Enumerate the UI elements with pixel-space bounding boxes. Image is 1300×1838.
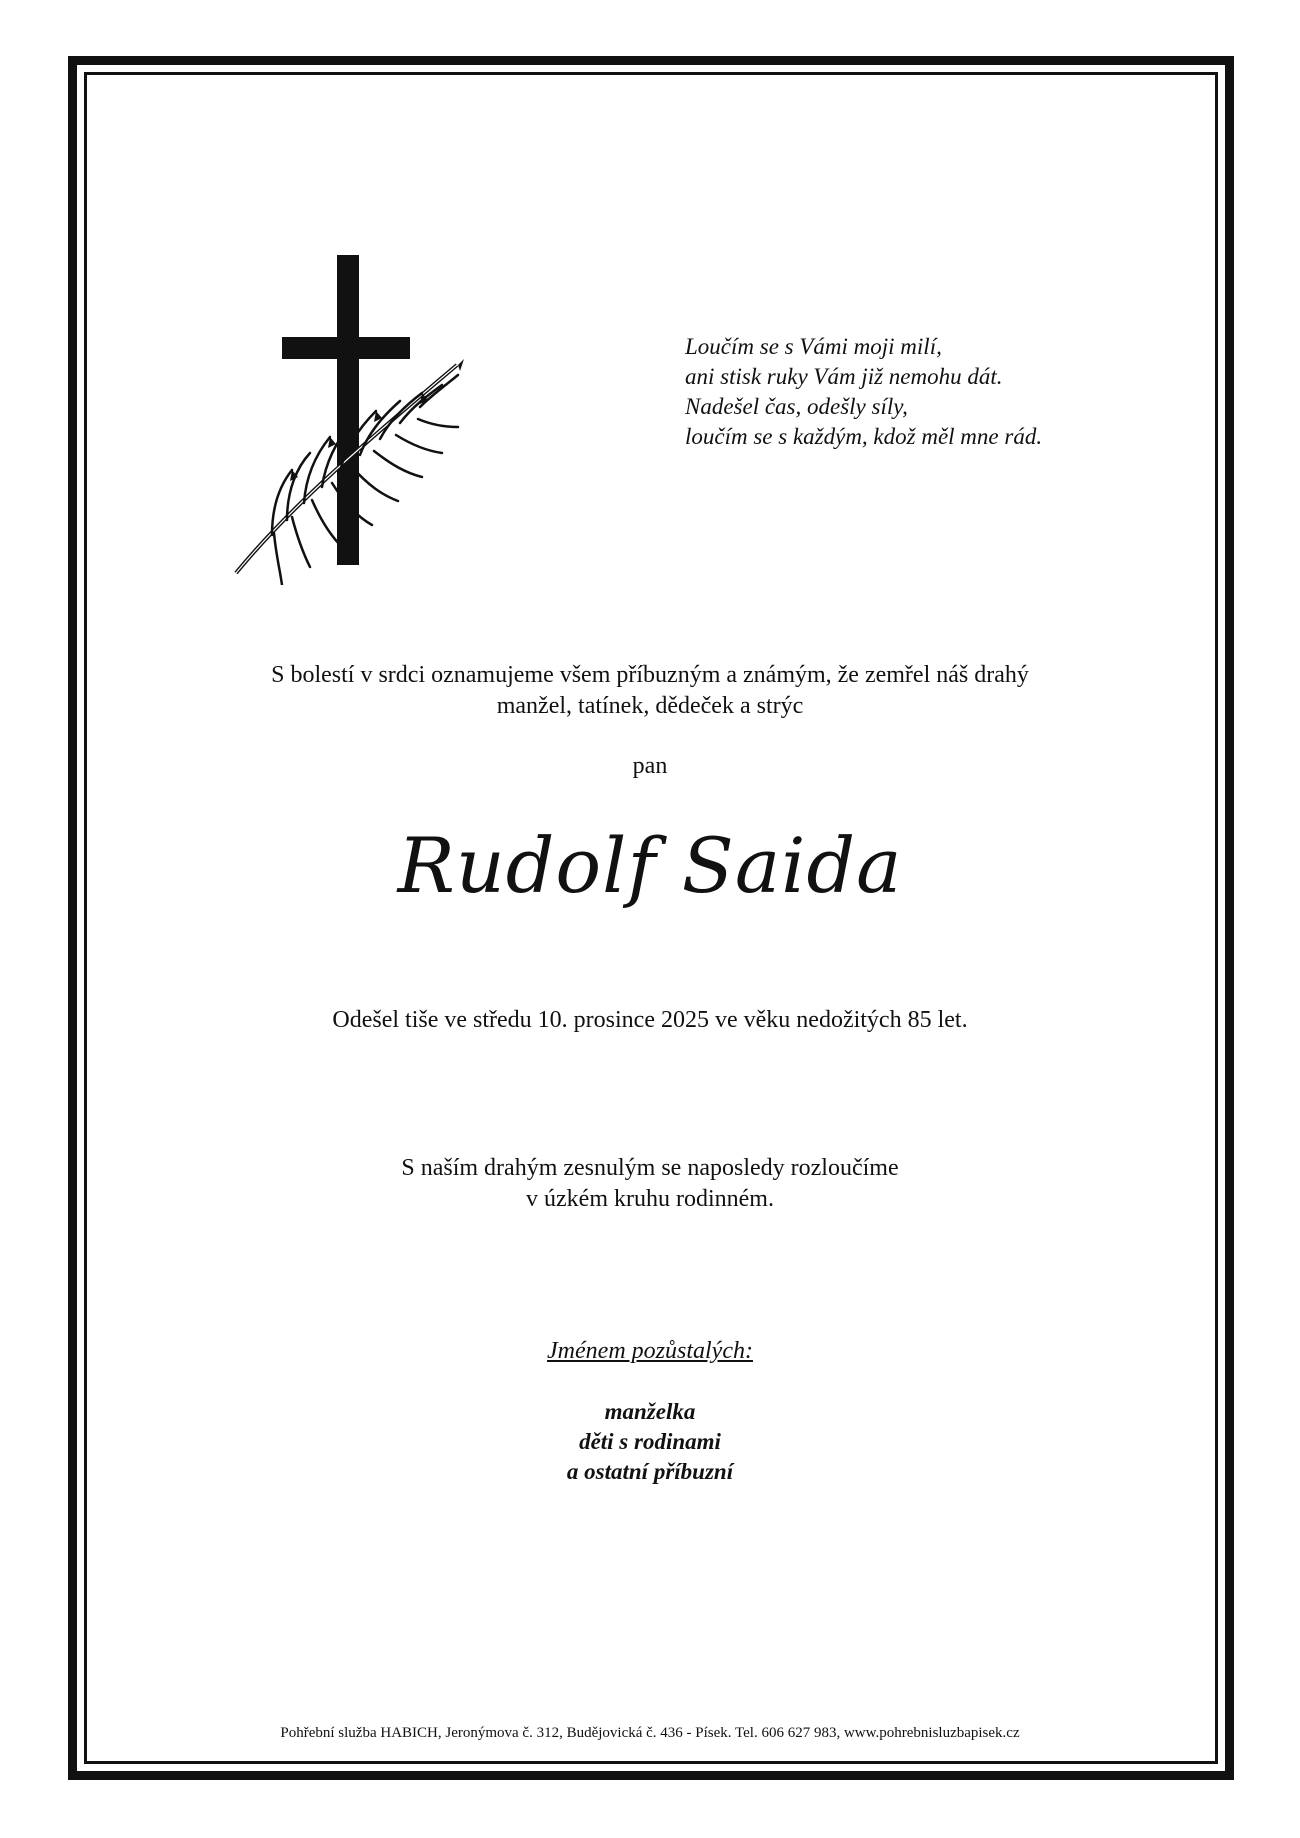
- farewell-line: S naším drahým zesnulým se naposledy rozloučíme: [401, 1155, 899, 1181]
- farewell-notice: [140, 1153, 1160, 1215]
- announcement-line: manžel, tatínek, dědeček a strýc: [496, 693, 804, 719]
- signer: manželka: [604, 1399, 696, 1424]
- farewell-poem: [685, 332, 1105, 452]
- signers-list: [140, 1397, 1160, 1487]
- death-announcement: [140, 660, 1160, 722]
- farewell-line: v úzkém kruhu rodinném.: [526, 1186, 774, 1212]
- signer: a ostatní příbuzní: [566, 1459, 734, 1484]
- cross-with-palm-icon: [232, 255, 472, 585]
- poem-line: Nadešel čas, odešly síly,: [685, 394, 908, 419]
- announcement-line: S bolestí v srdci oznamujeme všem příbuzným a známým, že zemřel náš drahý: [271, 662, 1029, 688]
- poem-line: loučím se s každým, kdož měl mne rád.: [685, 424, 1043, 449]
- signer: děti s rodinami: [579, 1429, 721, 1454]
- death-date-note: Odešel tiše ve středu 10. prosince 2025 ve věku nedožitých 85 let.: [332, 1007, 968, 1033]
- poem-line: Loučím se s Vámi moji milí,: [685, 334, 942, 359]
- signers-heading: Jménem pozůstalých:: [547, 1338, 753, 1364]
- honorific: pan: [632, 753, 668, 779]
- funeral-service-footer: Pohřební služba HABICH, Jeronýmova č. 312, Budějovická č. 436 - Písek. Tel. 606 627 983, www.pohrebnisluzbapisek.cz: [280, 1725, 1020, 1741]
- deceased-name: Rudolf Saida: [397, 821, 903, 910]
- poem-line: ani stisk ruky Vám již nemohu dát.: [685, 364, 1003, 389]
